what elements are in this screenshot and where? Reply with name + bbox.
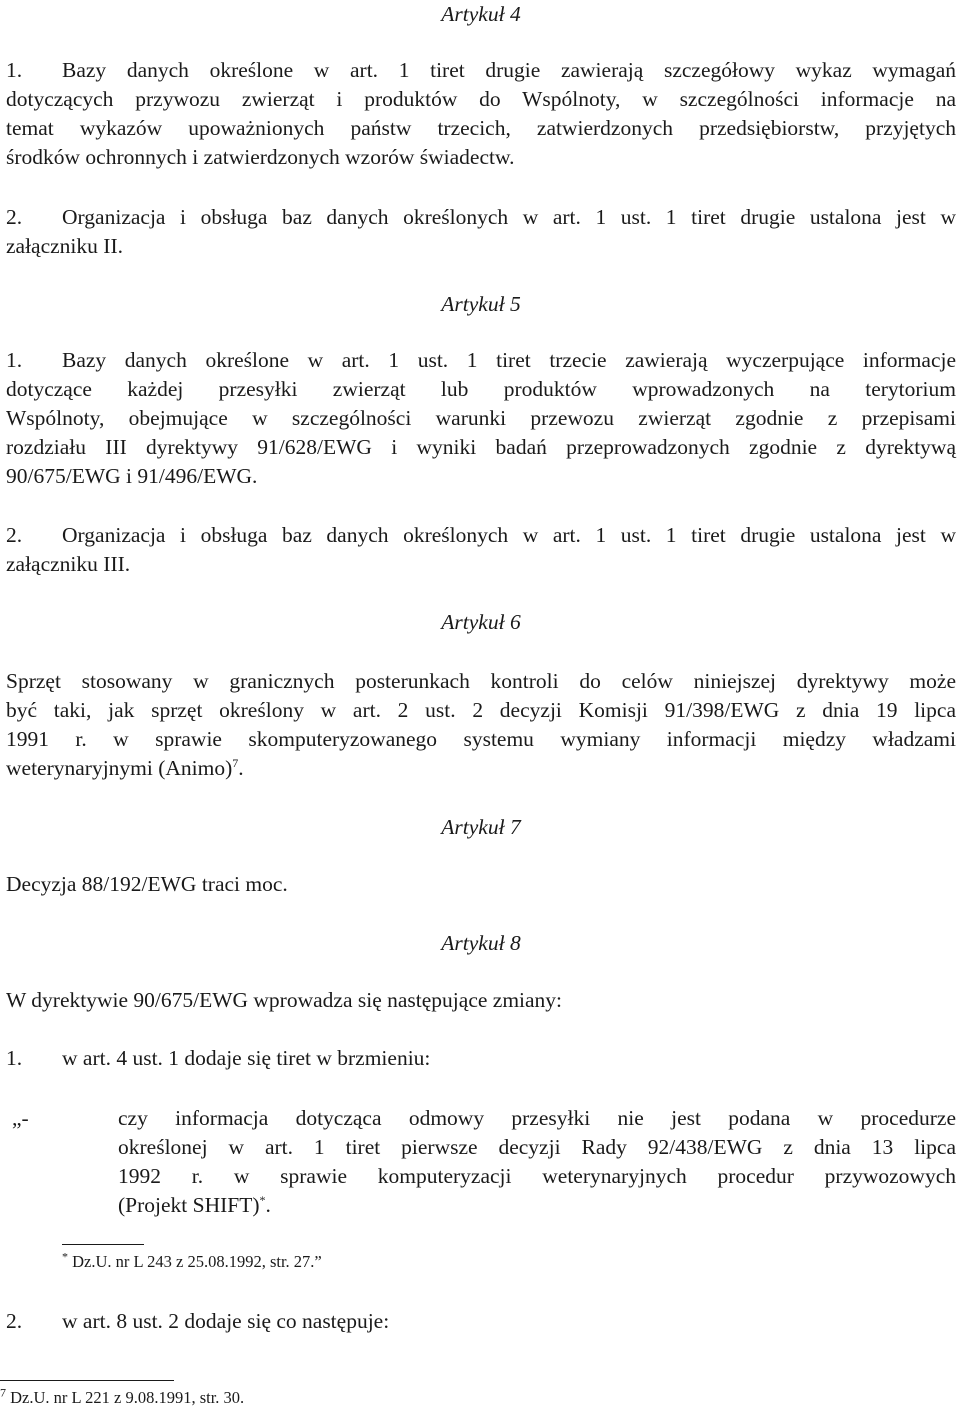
item-number: 2. xyxy=(6,1309,23,1333)
paragraph-text: dotyczące każdej przesyłki zwierząt lub produktów wprowadzonych na terytorium xyxy=(6,377,956,401)
item-text: w art. 8 ust. 2 dodaje się co następuje: xyxy=(62,1309,390,1333)
paragraph-number: 1. xyxy=(6,348,23,372)
paragraph-text: być taki, jak sprzęt określony w art. 2 ust. 2 decyzji Komisji 91/398/EWG z dnia 19 lipca xyxy=(6,698,956,722)
item-text: w art. 4 ust. 1 dodaje się tiret w brzmieniu: xyxy=(62,1046,431,1070)
paragraph-number: 2. xyxy=(6,523,23,547)
article-4-heading: Artykuł 4 xyxy=(441,2,521,26)
article-6-paragraph xyxy=(6,667,956,783)
article-8-item-1 xyxy=(6,1044,956,1073)
footnote-reference: 7 xyxy=(232,755,239,770)
page-footnote xyxy=(0,1385,245,1408)
paragraph-text: załączniku III. xyxy=(6,552,131,576)
article-4-paragraph-1 xyxy=(6,56,956,172)
footnote-reference: * xyxy=(259,1192,266,1207)
quote-text: (Projekt SHIFT) xyxy=(118,1193,260,1217)
paragraph-text: Bazy danych określone w art. 1 tiret drugie zawierają szczegółowy wykaz wymagań xyxy=(62,58,956,82)
article-6-heading: Artykuł 6 xyxy=(441,610,521,634)
article-8-heading: Artykuł 8 xyxy=(441,931,521,955)
footnote-text: Dz.U. nr L 221 z 9.08.1991, str. 30. xyxy=(10,1388,245,1407)
quote-mark: „- xyxy=(12,1106,29,1130)
footnote-mark: * xyxy=(62,1249,68,1264)
article-7-text: Decyzja 88/192/EWG traci moc. xyxy=(6,872,288,896)
paragraph-text: 1991 r. w sprawie skomputeryzowanego systemu wymiany informacji między władzami xyxy=(6,727,956,751)
paragraph-text: . xyxy=(238,756,244,780)
paragraph-text: temat wykazów upoważnionych państw trzecich, zatwierdzonych przedsiębiorstw, przyjętych xyxy=(6,116,956,140)
paragraph-number: 2. xyxy=(6,205,23,229)
quote-text: 1992 r. w sprawie komputeryzacji weterynaryjnych procedur przywozowych xyxy=(118,1164,956,1188)
article-8-item-2 xyxy=(6,1307,956,1336)
paragraph-text: 90/675/EWG i 91/496/EWG. xyxy=(6,464,258,488)
inner-footnote-rule xyxy=(62,1244,144,1245)
inner-footnote xyxy=(62,1249,322,1272)
paragraph-number: 1. xyxy=(6,58,23,82)
paragraph-text: Wspólnoty, obejmujące w szczególności warunki przewozu zwierząt zgodnie z przepisami xyxy=(6,406,956,430)
paragraph-text: Bazy danych określone w art. 1 ust. 1 tiret trzecie zawierają wyczerpujące informacje xyxy=(62,348,956,372)
paragraph-text: środków ochronnych i zatwierdzonych wzorów świadectw. xyxy=(6,145,515,169)
paragraph-text: weterynaryjnymi (Animo) xyxy=(6,756,233,780)
article-4-paragraph-2 xyxy=(6,203,956,261)
paragraph-text: załączniku II. xyxy=(6,234,123,258)
item-number: 1. xyxy=(6,1046,23,1070)
footnote-mark: 7 xyxy=(0,1385,6,1400)
quote-text: . xyxy=(265,1193,271,1217)
article-8-intro: W dyrektywie 90/675/EWG wprowadza się następujące zmiany: xyxy=(6,988,563,1012)
article-7-heading: Artykuł 7 xyxy=(441,815,521,839)
article-5-heading: Artykuł 5 xyxy=(441,292,521,316)
footnote-rule xyxy=(0,1380,174,1381)
paragraph-text: rozdziału III dyrektywy 91/628/EWG i wyniki badań przeprowadzonych zgodnie z dyrektywą xyxy=(6,435,956,459)
quote-text: czy informacja dotycząca odmowy przesyłki nie jest podana w procedurze xyxy=(118,1106,956,1130)
paragraph-text: Organizacja i obsługa baz danych określonych w art. 1 ust. 1 tiret drugie ustalona jest w xyxy=(62,205,956,229)
paragraph-text: Organizacja i obsługa baz danych określonych w art. 1 ust. 1 tiret drugie ustalona jest w xyxy=(62,523,956,547)
article-5-paragraph-1 xyxy=(6,346,956,491)
footnote-text: Dz.U. nr L 243 z 25.08.1992, str. 27.” xyxy=(72,1252,322,1271)
quote-text: określonej w art. 1 tiret pierwsze decyzji Rady 92/438/EWG z dnia 13 lipca xyxy=(118,1135,956,1159)
article-5-paragraph-2 xyxy=(6,521,956,579)
paragraph-text: Sprzęt stosowany w granicznych posterunkach kontroli do celów niniejszej dyrektywy może xyxy=(6,669,956,693)
paragraph-text: dotyczących przywozu zwierząt i produktów do Wspólnoty, w szczególności informacje na xyxy=(6,87,956,111)
